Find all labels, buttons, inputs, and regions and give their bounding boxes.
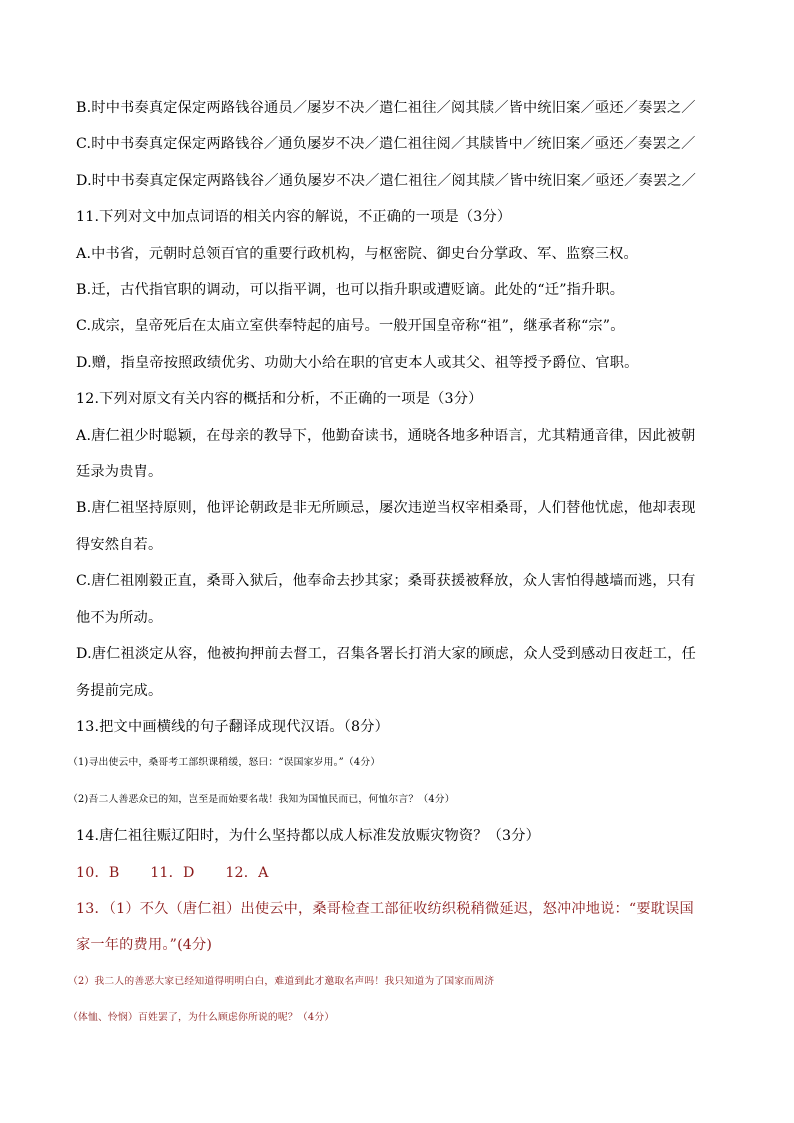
q12-option-b-line2: 得安然自若。 — [76, 536, 163, 553]
answer-key-10: 10．B — [76, 864, 120, 881]
q12-option-a-line2: 廷录为贵胄。 — [76, 464, 163, 481]
q11-stem: 11.下列对文中加点词语的相关内容的解说，不正确的一项是（3分） — [76, 209, 512, 226]
answer-13-2-line1: （2）我二人的善恶大家已经知道得明明白白，难道到此才邀取名声吗！我只知道为了国家而周济 — [68, 975, 495, 987]
q12-option-d-line1: D.唐仁祖淡定从容，他被拘押前去督工，召集各署长打消大家的顾虑，众人受到感动日夜赶工，任 — [76, 646, 697, 663]
document-page — [68, 90, 726, 1037]
q10-option-b: B.时中书奏真定保定两路钱谷通员／屡岁不决／遣仁祖往／阅其牍／皆中统旧案／亟还／奏罢之／ — [76, 100, 696, 116]
q13-stem: 13.把文中画横线的句子翻译成现代汉语。（8分） — [76, 718, 390, 735]
q12-stem: 12.下列对原文有关内容的概括和分析，不正确的一项是（3分） — [76, 391, 483, 408]
q12-option-a-line1: A.唐仁祖少时聪颖，在母亲的教导下，他勤奋读书，通晓各地多种语言，尤其精通音律，因此被朝 — [76, 427, 696, 444]
q10-option-c: C.时中书奏真定保定两路钱谷／通负屡岁不决／遣仁祖往阅／其牍皆中／统旧案／亟还／奏罢之／ — [76, 136, 696, 153]
q12-option-d-line2: 务提前完成。 — [76, 682, 163, 699]
q11-option-d: D.赠，指皇帝按照政绩优劣、功勋大小给在职的官吏本人或其父、祖等授予爵位、官职。 — [76, 354, 639, 371]
q13-item-1: （1)寻出使云中，桑哥考工部织课稍缓，怒曰：“误国家岁用。”（4分） — [68, 757, 381, 769]
q12-option-b-line1: B.唐仁祖坚持原则，他评论朝政是非无所顾忌，屡次违逆当权宰相桑哥，人们替他忧虑，他却表现 — [76, 500, 696, 517]
answer-keys — [76, 855, 726, 891]
answer-13-2-line2: （体恤、怜悯）百姓罢了，为什么顾虑你所说的呢？（4分） — [68, 1012, 335, 1024]
answer-13-1-line1: 13．（1）不久（唐仁祖）出使云中，桑哥检查工部征收纺织税稍微延迟，怒冲冲地说：“要耽误国 — [76, 900, 694, 917]
q10-option-d: D.时中书奏真定保定两路钱谷／通负屡岁不决／遣仁祖往／阅其牍／皆中统旧案／亟还／奏罢之／ — [76, 172, 697, 189]
q12-option-c-line1: C.唐仁祖刚毅正直，桑哥入狱后，他奉命去抄其家；桑哥获援被释放，众人害怕得越墙而逃，只有 — [76, 573, 696, 590]
q11-option-a: A.中书省，元朝时总领百官的重要行政机构，与枢密院、御史台分掌政、军、监察三权。 — [76, 245, 638, 262]
q11-option-b: B.迁，古代指官职的调动，可以指平调，也可以指升职或遭贬谪。此处的“迁”指升职。 — [76, 282, 625, 299]
answer-key-12: 12．A — [225, 864, 269, 881]
answer-13-1-line2: 家一年的费用。”(4分) — [76, 937, 213, 954]
q11-option-c: C.成宗，皇帝死后在太庙立室供奉特起的庙号。一般开国皇帝称“祖”，继承者称“宗”。 — [76, 318, 625, 335]
answer-key-11: 11．D — [150, 864, 195, 881]
q14-stem: 14.唐仁祖往赈辽阳时，为什么坚持都以成人标准发放赈灾物资？（3分） — [76, 828, 541, 845]
q13-item-2: （2)吾二人善恶众已的知，岂至是而始要名哉！我知为国恤民而已，何恤尔言？（4分） — [68, 793, 455, 805]
q12-option-c-line2: 他不为所动。 — [76, 609, 163, 626]
